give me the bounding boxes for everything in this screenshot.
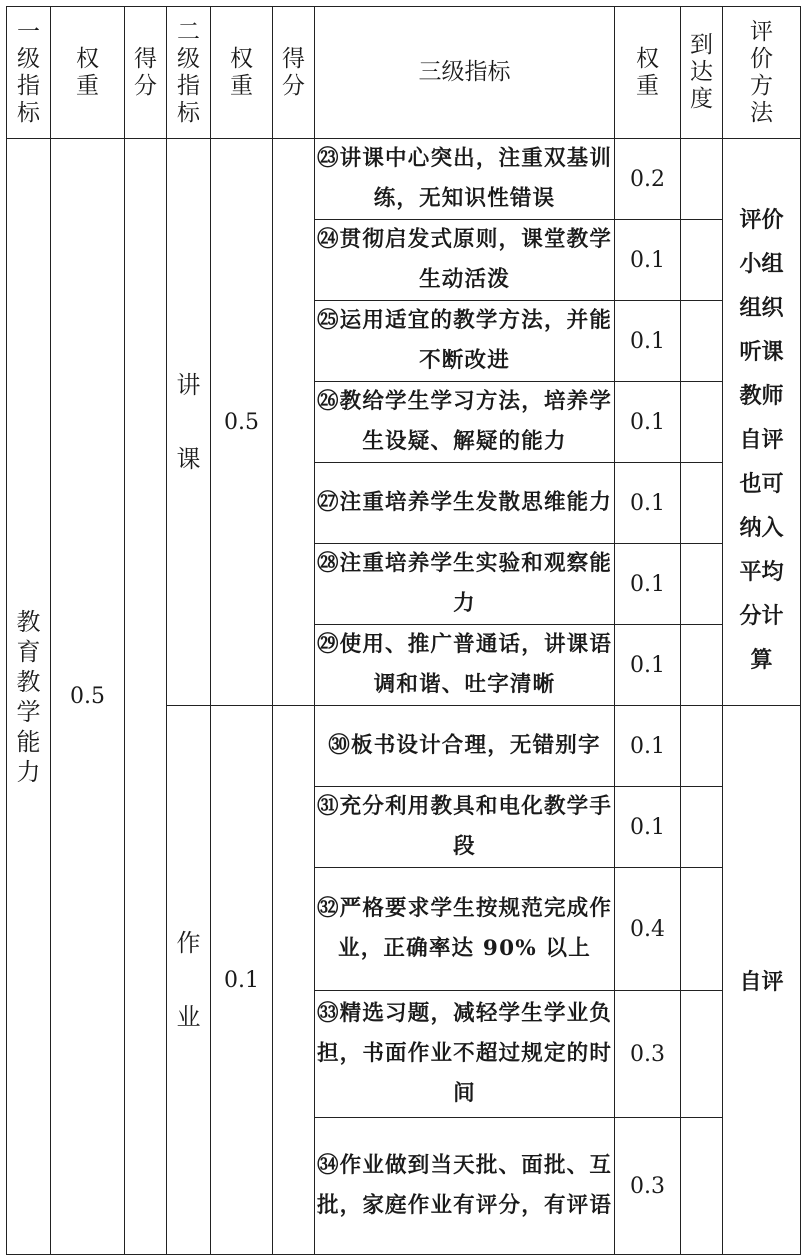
reach-cell-32 [681, 868, 723, 991]
header-weight3: 权重 [615, 7, 681, 139]
header-row [7, 7, 801, 139]
level3-item-29: ㉙使用、推广普通话，讲课语调和谐、吐字清晰 [315, 625, 615, 706]
reach-cell-34 [681, 1118, 723, 1255]
level3-item-23: ㉓讲课中心突出，注重双基训练，无知识性错误 [315, 139, 615, 220]
header-score1: 得分 [125, 7, 167, 139]
method-lecture: 评价小组组织听课教师自评也可纳入平均分计算 [723, 139, 801, 706]
level2-score-cell-lecture [273, 139, 315, 706]
reach-cell-27 [681, 463, 723, 544]
header-level1: 一级指标 [7, 7, 51, 139]
reach-cell-31 [681, 787, 723, 868]
level3-weight-29: 0.1 [615, 625, 681, 706]
header-score2: 得分 [273, 7, 315, 139]
level3-item-27: ㉗注重培养学生发散思维能力 [315, 463, 615, 544]
header-weight1: 权重 [51, 7, 125, 139]
reach-cell-33 [681, 991, 723, 1118]
header-level2: 二级指标 [167, 7, 211, 139]
reach-cell-28 [681, 544, 723, 625]
level3-item-24: ㉔贯彻启发式原则，课堂教学生动活泼 [315, 220, 615, 301]
level3-weight-30: 0.1 [615, 706, 681, 787]
header-weight2: 权重 [211, 7, 273, 139]
method-homework: 自评 [723, 706, 801, 1255]
header-method: 评价方法 [723, 7, 801, 139]
level3-weight-28: 0.1 [615, 544, 681, 625]
level3-weight-34: 0.3 [615, 1118, 681, 1255]
level3-item-33: ㉝精选习题，减轻学生学业负担，书面作业不超过规定的时间 [315, 991, 615, 1118]
evaluation-table [6, 6, 801, 1255]
level3-weight-32: 0.4 [615, 868, 681, 991]
level3-weight-24: 0.1 [615, 220, 681, 301]
level3-item-26: ㉖教给学生学习方法，培养学生设疑、解疑的能力 [315, 382, 615, 463]
reach-cell-24 [681, 220, 723, 301]
level3-item-28: ㉘注重培养学生实验和观察能力 [315, 544, 615, 625]
level3-weight-25: 0.1 [615, 301, 681, 382]
reach-cell-26 [681, 382, 723, 463]
evaluation-table-sheet [6, 6, 800, 1249]
level2-weight-lecture: 0.5 [211, 139, 273, 706]
level3-item-30: ㉚板书设计合理，无错别字 [315, 706, 615, 787]
level1-name: 教育教学能力 [7, 139, 51, 1255]
level3-weight-31: 0.1 [615, 787, 681, 868]
level3-weight-33: 0.3 [615, 991, 681, 1118]
level2-score-cell-homework [273, 706, 315, 1255]
level2-name-homework: 作业 [167, 706, 211, 1255]
level1-weight: 0.5 [51, 139, 125, 1255]
table-row [7, 139, 801, 220]
reach-cell-29 [681, 625, 723, 706]
level3-item-25: ㉕运用适宜的教学方法，并能不断改进 [315, 301, 615, 382]
level3-weight-26: 0.1 [615, 382, 681, 463]
reach-cell-23 [681, 139, 723, 220]
level3-item-31: ㉛充分利用教具和电化教学手段 [315, 787, 615, 868]
level2-weight-homework: 0.1 [211, 706, 273, 1255]
level3-item-32: ㉜严格要求学生按规范完成作业，正确率达 90% 以上 [315, 868, 615, 991]
level3-weight-23: 0.2 [615, 139, 681, 220]
reach-cell-30 [681, 706, 723, 787]
level3-item-34: ㉞作业做到当天批、面批、互批，家庭作业有评分，有评语 [315, 1118, 615, 1255]
level2-name-lecture: 讲课 [167, 139, 211, 706]
reach-cell-25 [681, 301, 723, 382]
level1-score-cell [125, 139, 167, 1255]
header-reach: 到达度 [681, 7, 723, 139]
header-level3: 三级指标 [315, 7, 615, 139]
level3-weight-27: 0.1 [615, 463, 681, 544]
